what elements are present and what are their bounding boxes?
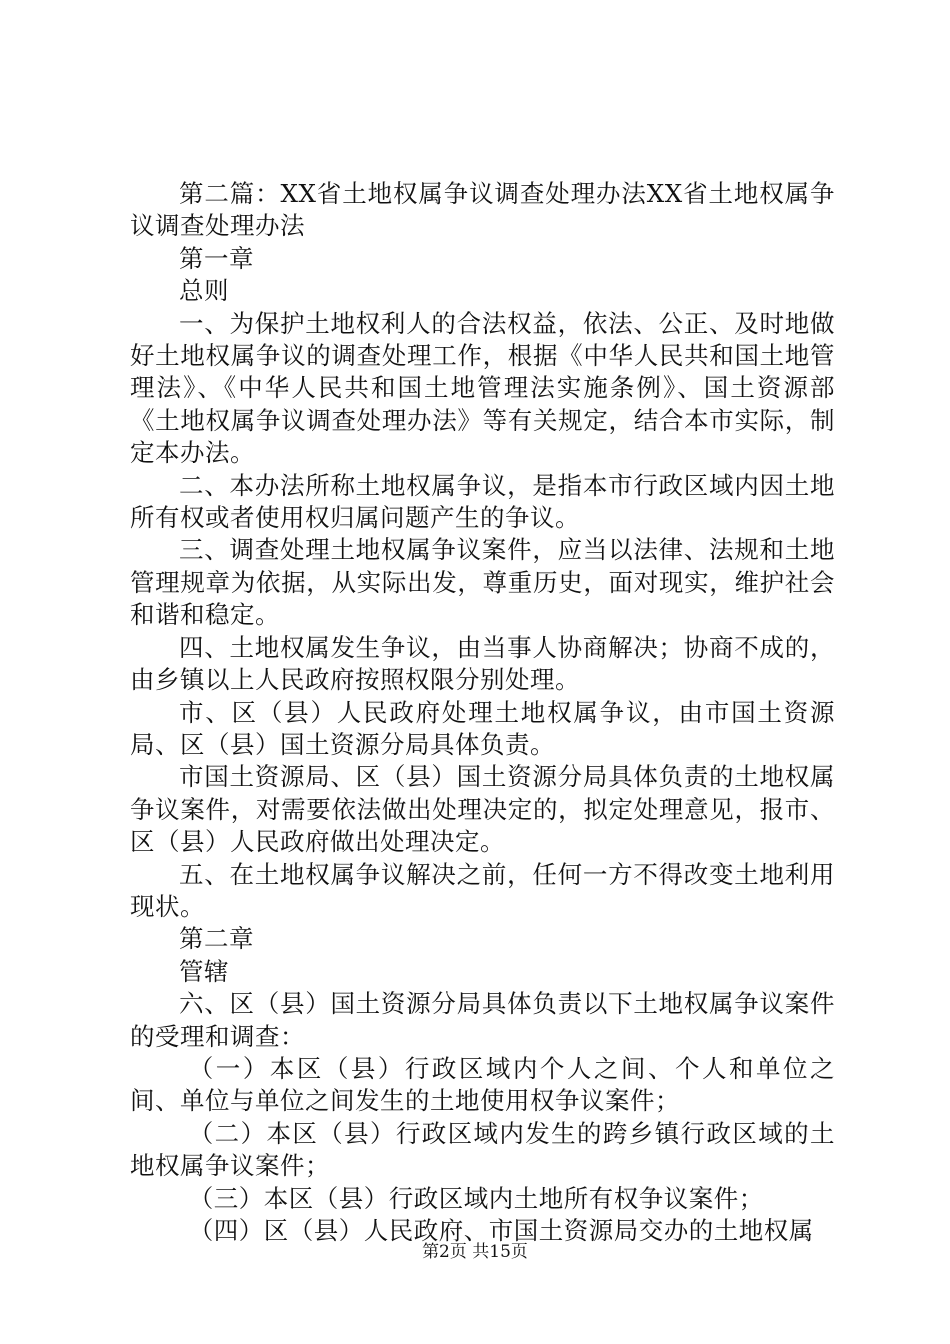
sub-item-paragraph: （二）本区（县）行政区域内发生的跨乡镇行政区域的土地权属争议案件； bbox=[130, 1118, 835, 1181]
chapter-heading: 第二章 bbox=[179, 924, 254, 954]
article-paragraph: 六、区（县）国土资源分局具体负责以下土地权属争议案件的受理和调查： bbox=[130, 989, 835, 1051]
article-paragraph: 五、在土地权属争议解决之前，任何一方不得改变土地利用现状。 bbox=[130, 859, 835, 921]
chapter-title: 管辖 bbox=[179, 956, 229, 986]
document-title: 第二篇：XX省土地权属争议调查处理办法XX省土地权属争议调查处理办法 bbox=[130, 179, 835, 241]
chapter-title: 总则 bbox=[179, 276, 229, 306]
sub-item-paragraph: （四）区（县）人民政府、市国土资源局交办的土地权属 bbox=[188, 1216, 814, 1245]
document-body bbox=[130, 178, 835, 1247]
article-paragraph: 一、为保护土地权利人的合法权益，依法、公正、及时地做好土地权属争议的调查处理工作，根据《中华人民共和国土地管理法》、《中华人民共和国土地管理法实施条例》、国土资源部《土地权属争议调查处理办法》等有关规定，结合本市实际，制定本办法。 bbox=[130, 308, 835, 468]
article-paragraph: 三、调查处理土地权属争议案件，应当以法律、法规和土地管理规章为依据，从实际出发，尊重历史，面对现实，维护社会和谐和稳定。 bbox=[130, 535, 835, 630]
page-number-footer: 第2页 共15页 bbox=[422, 1242, 528, 1262]
article-paragraph: 市国土资源局、区（县）国土资源分局具体负责的土地权属争议案件，对需要依法做出处理决定的，拟定处理意见，报市、区（县）人民政府做出处理决定。 bbox=[130, 762, 835, 857]
chapter-heading: 第一章 bbox=[179, 243, 254, 273]
article-paragraph: 二、本办法所称土地权属争议，是指本市行政区域内因土地所有权或者使用权归属问题产生的争议。 bbox=[130, 470, 835, 533]
article-paragraph: 市、区（县）人民政府处理土地权属争议，由市国土资源局、区（县）国土资源分局具体负责。 bbox=[130, 697, 835, 759]
sub-item-paragraph: （三）本区（县）行政区域内土地所有权争议案件； bbox=[188, 1183, 764, 1213]
article-paragraph: 四、土地权属发生争议，由当事人协商解决；协商不成的，由乡镇以上人民政府按照权限分别处理。 bbox=[130, 632, 835, 695]
sub-item-paragraph: （一）本区（县）行政区域内个人之间、个人和单位之间、单位与单位之间发生的土地使用权争议案件； bbox=[130, 1053, 835, 1116]
